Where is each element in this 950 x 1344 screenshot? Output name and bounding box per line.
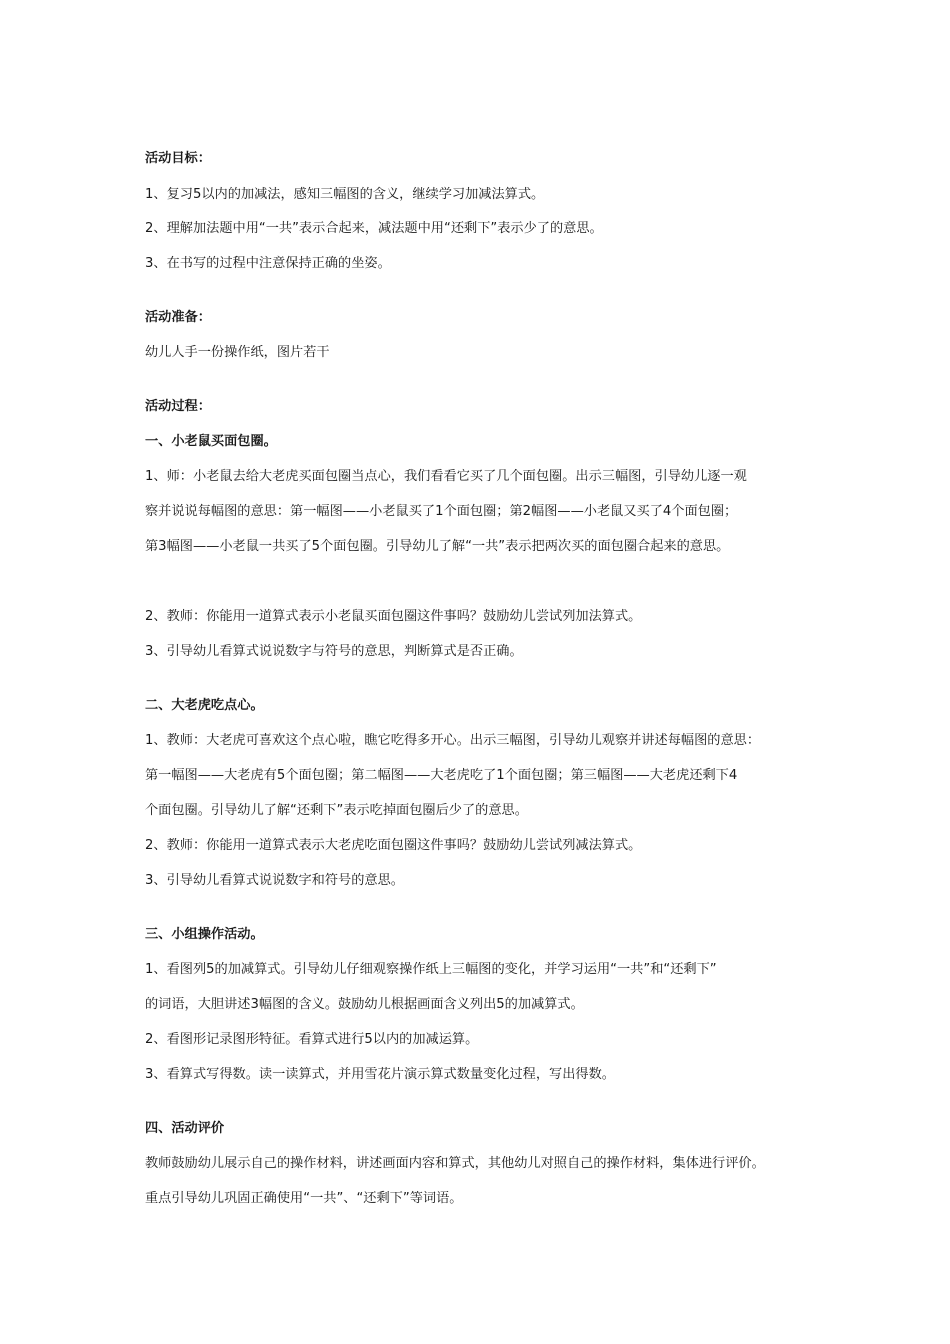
paragraph-line: 第3幅图——小老鼠一共买了5个面包圈。引导幼儿了解“一共”表示把两次买的面包圈合起来的意思。: [145, 539, 730, 554]
subsection-heading-4: 四、活动评价: [145, 1121, 225, 1136]
section-heading-process: 活动过程：: [145, 399, 211, 414]
paragraph-line: 1、教师：大老虎可喜欢这个点心啦，瞧它吃得多开心。出示三幅图，引导幼儿观察并讲述每幅图的意思：: [145, 733, 761, 748]
paragraph-line: 3、引导幼儿看算式说说数字和符号的意思。: [145, 873, 404, 888]
paragraph-line: 察并说说每幅图的意思：第一幅图——小老鼠买了1个面包圈；第2幅图——小老鼠又买了4个面包圈；: [145, 504, 738, 519]
paragraph-line: 幼儿人手一份操作纸，图片若干: [145, 345, 330, 360]
paragraph-line: 重点引导幼儿巩固正确使用“一共”、“还剩下”等词语。: [145, 1191, 463, 1206]
section-heading-preparation: 活动准备：: [145, 310, 211, 325]
paragraph-line: 2、看图形记录图形特征。看算式进行5以内的加减运算。: [145, 1032, 479, 1047]
subsection-heading-1: 一、小老鼠买面包圈。: [145, 434, 277, 449]
paragraph-line: 个面包圈。引导幼儿了解“还剩下”表示吃掉面包圈后少了的意思。: [145, 803, 528, 818]
paragraph-line: 3、引导幼儿看算式说说数字与符号的意思，判断算式是否正确。: [145, 644, 523, 659]
paragraph-line: 1、看图列5的加减算式。引导幼儿仔细观察操作纸上三幅图的变化，并学习运用“一共”和“还剩下”: [145, 962, 717, 977]
paragraph-line: 第一幅图——大老虎有5个面包圈；第二幅图——大老虎吃了1个面包圈；第三幅图——大老虎还剩下4: [145, 768, 738, 783]
paragraph-line: 1、师：小老鼠去给大老虎买面包圈当点心，我们看看它买了几个面包圈。出示三幅图，引导幼儿逐一观: [145, 469, 747, 484]
paragraph-line: 的词语，大胆讲述3幅图的含义。鼓励幼儿根据画面含义列出5的加减算式。: [145, 997, 584, 1012]
paragraph-line: 2、教师：你能用一道算式表示小老鼠买面包圈这件事吗？鼓励幼儿尝试列加法算式。: [145, 609, 642, 624]
subsection-heading-3: 三、小组操作活动。: [145, 927, 264, 942]
paragraph-line: 3、在书写的过程中注意保持正确的坐姿。: [145, 256, 391, 271]
paragraph-line: 2、教师：你能用一道算式表示大老虎吃面包圈这件事吗？鼓励幼儿尝试列减法算式。: [145, 838, 642, 853]
subsection-heading-2: 二、大老虎吃点心。: [145, 698, 264, 713]
paragraph-line: 2、理解加法题中用“一共”表示合起来，减法题中用“还剩下”表示少了的意思。: [145, 221, 603, 236]
paragraph-line: 教师鼓励幼儿展示自己的操作材料，讲述画面内容和算式，其他幼儿对照自己的操作材料，集体进行评价。: [145, 1156, 765, 1171]
section-heading-goals: 活动目标：: [145, 151, 211, 166]
paragraph-line: 3、看算式写得数。读一读算式，并用雪花片演示算式数量变化过程，写出得数。: [145, 1067, 615, 1082]
paragraph-line: 1、复习5以内的加减法，感知三幅图的含义，继续学习加减法算式。: [145, 187, 545, 202]
